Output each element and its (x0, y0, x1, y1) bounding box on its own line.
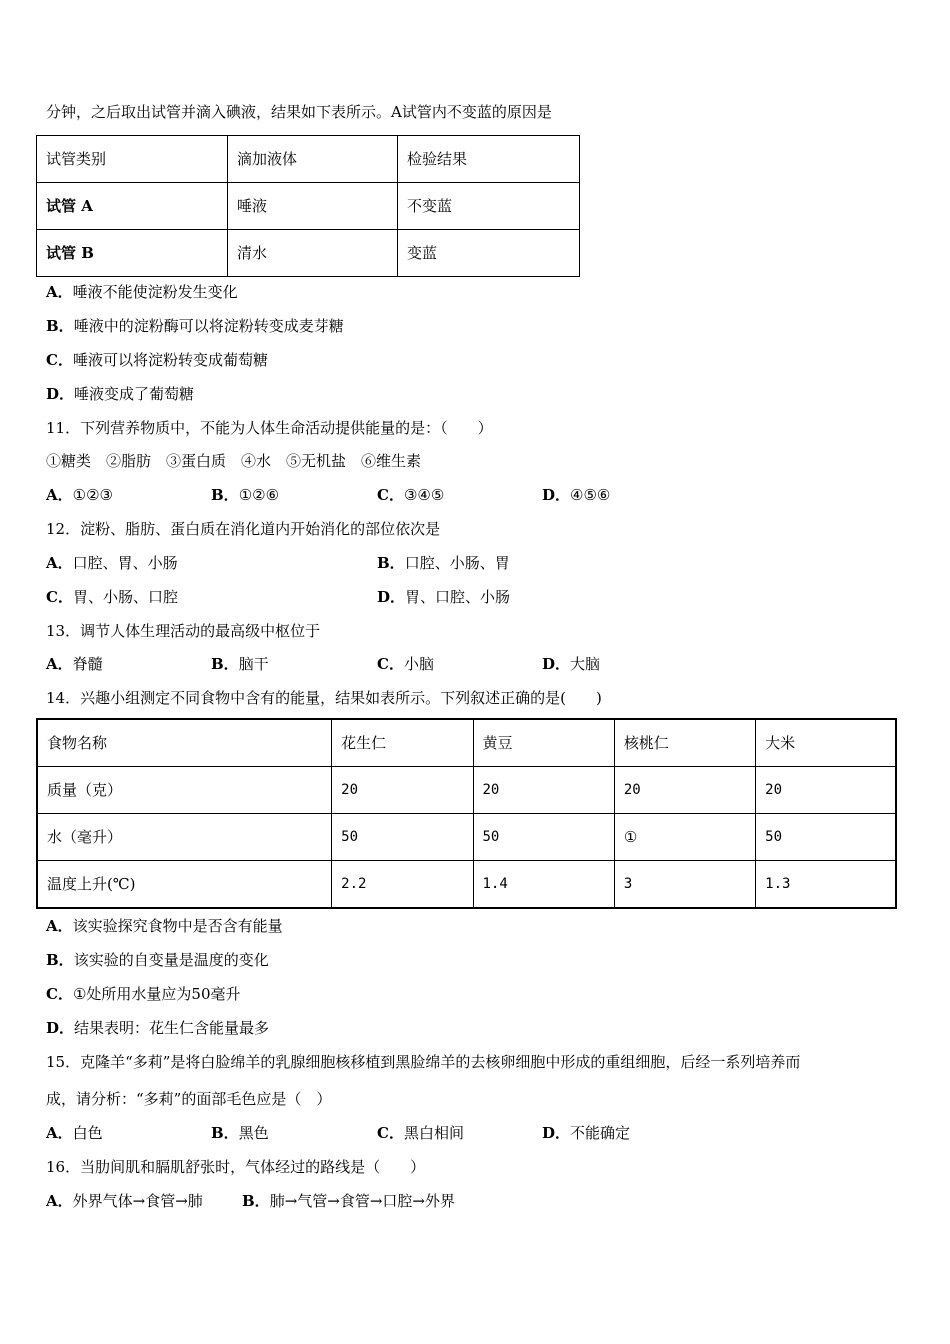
table-cell: 不变蓝 (398, 183, 580, 230)
question-15-stem-line1: 15．克隆羊“多莉”是将白脸绵羊的乳腺细胞核移植到黑脸绵羊的去核卵细胞中形成的重组细胞，后经一系列培养而 (46, 1053, 801, 1071)
option-d[interactable] (377, 587, 510, 607)
option-text: 黑白相间 (403, 1124, 464, 1142)
option-c[interactable] (46, 587, 178, 607)
option-text: 脑干 (238, 655, 269, 673)
table-header-cell: 食物名称 (37, 719, 332, 767)
option-text: 胃、小肠、口腔 (72, 588, 178, 606)
option-b[interactable] (242, 1191, 455, 1211)
option-b[interactable] (211, 485, 279, 505)
table-header-row (37, 136, 580, 183)
option-letter: C． (46, 351, 73, 369)
option-text: ④⑤⑥ (570, 486, 611, 504)
option-letter: A． (46, 655, 73, 673)
option-letter: B． (46, 317, 74, 335)
option-d[interactable] (542, 485, 610, 505)
option-text: ①处所用水量应为50毫升 (72, 985, 241, 1003)
intro-text: 分钟，之后取出试管并滴入碘液，结果如下表所示。A试管内不变蓝的原因是 (46, 103, 552, 121)
option-text: 该实验探究食物中是否含有能量 (72, 917, 283, 935)
table-cell: 1.3 (756, 861, 896, 909)
option-a[interactable] (46, 485, 113, 505)
option-text: 白色 (72, 1124, 103, 1142)
option-c[interactable] (377, 485, 444, 505)
table-header-cell: 花生仁 (332, 719, 473, 767)
table-cell: 水（毫升） (37, 814, 332, 861)
option-text: 唾液变成了葡萄糖 (74, 385, 195, 403)
option-text: 唾液可以将淀粉转变成葡萄糖 (72, 351, 268, 369)
option-letter: B． (46, 951, 74, 969)
option-letter: B． (211, 486, 239, 504)
table-row (37, 230, 580, 277)
table-cell: 20 (332, 767, 473, 814)
option-a[interactable] (46, 282, 238, 302)
question-11-stem: 11．下列营养物质中，不能为人体生命活动提供能量的是：（ ） (46, 419, 493, 437)
option-letter: D． (377, 588, 406, 606)
table-cell: 3 (614, 861, 755, 909)
option-letter: D． (542, 486, 571, 504)
option-b[interactable] (211, 1123, 269, 1143)
option-text: 唾液中的淀粉酶可以将淀粉转变成麦芽糖 (73, 317, 344, 335)
option-letter: C． (46, 588, 73, 606)
option-text: 该实验的自变量是温度的变化 (73, 951, 269, 969)
option-text: 口腔、胃、小肠 (72, 554, 178, 572)
question-16-stem: 16．当肋间肌和膈肌舒张时，气体经过的路线是（ ） (46, 1158, 426, 1176)
option-text: 小脑 (403, 655, 434, 673)
table-cell: 唾液 (228, 183, 398, 230)
question-14-stem: 14．兴趣小组测定不同食物中含有的能量，结果如表所示。下列叙述正确的是( ) (46, 689, 602, 707)
table-cell: 试管 A (37, 183, 228, 230)
option-letter: B． (211, 655, 239, 673)
option-c[interactable] (377, 654, 434, 674)
option-letter: C． (377, 1124, 404, 1142)
option-letter: C． (377, 655, 404, 673)
option-b[interactable] (46, 316, 344, 336)
option-text: ③④⑤ (403, 486, 445, 504)
table-header-cell: 试管类别 (37, 136, 228, 183)
option-a[interactable] (46, 1123, 103, 1143)
option-a[interactable] (46, 916, 283, 936)
option-letter: D． (46, 1019, 75, 1037)
table-header-cell: 黄豆 (473, 719, 614, 767)
table-cell: 50 (756, 814, 896, 861)
option-letter: A． (46, 917, 73, 935)
option-d[interactable] (542, 1123, 630, 1143)
table-cell: 20 (756, 767, 896, 814)
option-b[interactable] (46, 950, 269, 970)
option-letter: C． (377, 486, 404, 504)
table-header-cell: 大米 (756, 719, 896, 767)
option-d[interactable] (46, 384, 194, 404)
question-11-list: ①糖类 ②脂肪 ③蛋白质 ④水 ⑤无机盐 ⑥维生素 (46, 452, 422, 470)
option-text: ①②⑥ (238, 486, 280, 504)
food-energy-table (36, 718, 897, 909)
table-cell: 变蓝 (398, 230, 580, 277)
table-header-cell: 滴加液体 (228, 136, 398, 183)
option-letter: B． (377, 554, 405, 572)
option-d[interactable] (46, 1018, 269, 1038)
option-c[interactable] (46, 350, 268, 370)
option-c[interactable] (377, 1123, 464, 1143)
option-a[interactable] (46, 553, 178, 573)
option-letter: A． (46, 486, 73, 504)
table-cell: 清水 (228, 230, 398, 277)
option-text: 脊髓 (72, 655, 103, 673)
option-text: 胃、口腔、小肠 (405, 588, 511, 606)
table-cell: 2.2 (332, 861, 473, 909)
table-cell: ① (614, 814, 755, 861)
option-letter: B． (211, 1124, 239, 1142)
table-row (37, 814, 896, 861)
question-13-stem: 13．调节人体生理活动的最高级中枢位于 (46, 622, 321, 640)
table-header-cell: 核桃仁 (614, 719, 755, 767)
option-letter: D． (542, 1124, 571, 1142)
table-row (37, 861, 896, 909)
option-text: 唾液不能使淀粉发生变化 (72, 283, 238, 301)
table-cell: 试管 B (37, 230, 228, 277)
option-letter: A． (46, 283, 73, 301)
option-letter: B． (242, 1192, 270, 1210)
option-letter: A． (46, 554, 73, 572)
option-text: ①②③ (72, 486, 113, 504)
option-text: 黑色 (238, 1124, 269, 1142)
option-letter: A． (46, 1124, 73, 1142)
question-15-stem-line2: 成，请分析：“多莉”的面部毛色应是（ ） (46, 1090, 332, 1108)
option-a[interactable] (46, 1191, 203, 1211)
table-row (37, 183, 580, 230)
option-letter: D． (46, 385, 75, 403)
table-cell: 质量（克） (37, 767, 332, 814)
option-text: 肺→气管→食管→口腔→外界 (269, 1192, 455, 1210)
table-header-cell: 检验结果 (398, 136, 580, 183)
table-cell: 50 (473, 814, 614, 861)
table-cell: 50 (332, 814, 473, 861)
table-header-row (37, 719, 896, 767)
option-text: 口腔、小肠、胃 (404, 554, 510, 572)
option-b[interactable] (211, 654, 269, 674)
table-cell: 20 (473, 767, 614, 814)
option-text: 大脑 (570, 655, 601, 673)
option-letter: C． (46, 985, 73, 1003)
option-c[interactable] (46, 984, 241, 1004)
table-cell: 温度上升(℃) (37, 861, 332, 909)
option-d[interactable] (542, 654, 600, 674)
option-text: 结果表明：花生仁含能量最多 (74, 1019, 270, 1037)
test-tube-table (36, 135, 580, 277)
table-cell: 1.4 (473, 861, 614, 909)
question-12-stem: 12．淀粉、脂肪、蛋白质在消化道内开始消化的部位依次是 (46, 520, 441, 538)
option-b[interactable] (377, 553, 510, 573)
option-text: 不能确定 (570, 1124, 631, 1142)
option-text: 外界气体→食管→肺 (72, 1192, 203, 1210)
option-a[interactable] (46, 654, 103, 674)
table-row (37, 767, 896, 814)
option-letter: A． (46, 1192, 73, 1210)
table-cell: 20 (614, 767, 755, 814)
option-letter: D． (542, 655, 571, 673)
